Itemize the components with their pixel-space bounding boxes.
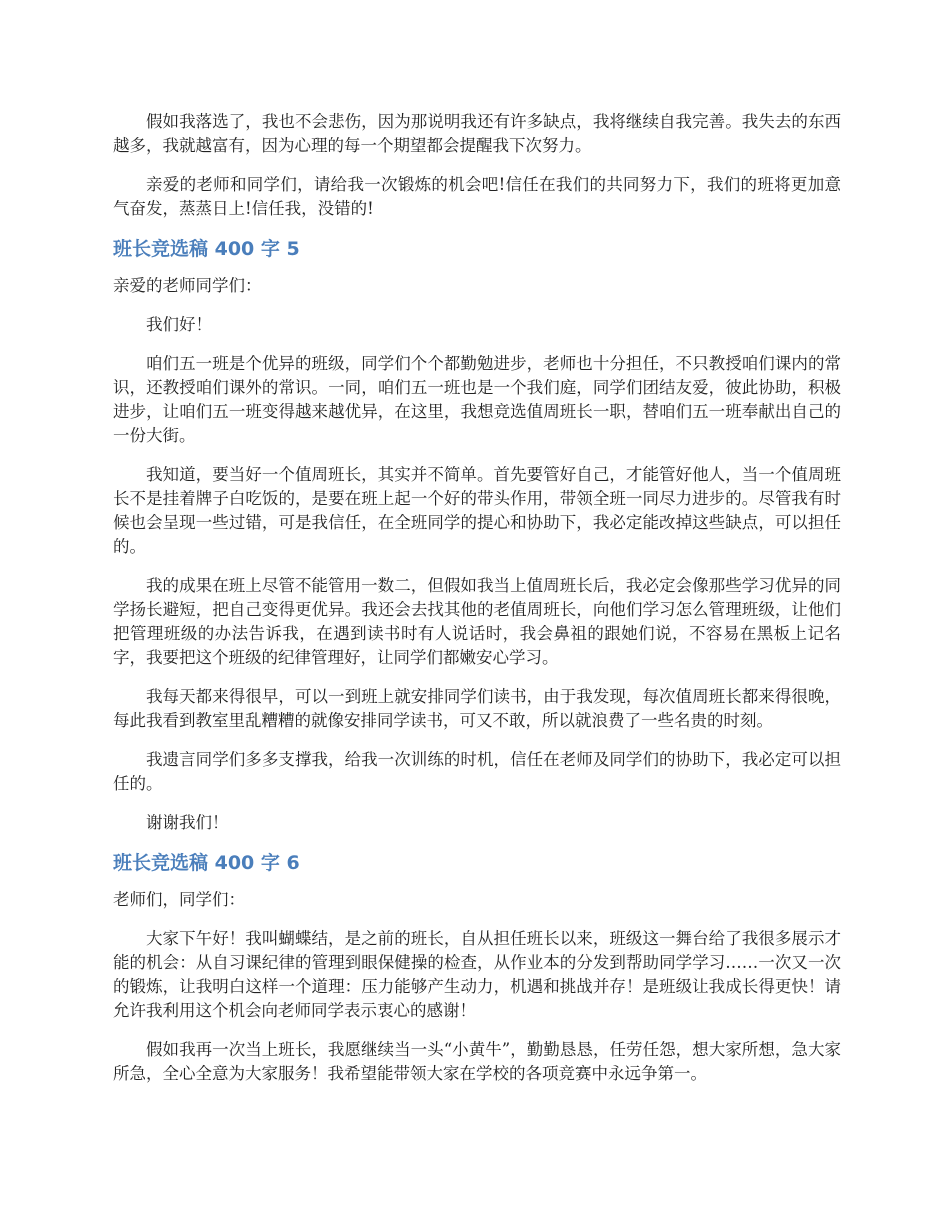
closing: 谢谢我们！ [146,813,229,832]
paragraph: 我的成果在班上尽管不能管用一数二，但假如我当上值周班长后，我必定会像那些学习优异的同学扬长避短，把自己变得更优异。我还会去找其他的老值周班长，向他们学习怎么管理班级，让他们把管理班级的办法告诉我，在遇到读书时有人说话时，我会鼻祖的跟她们说，不容易在黑板上记名字，我要把这个班级的纪律管理好，让同学们都嫩安心学习。 [113,576,841,667]
section-heading: 班长竞选稿 400 字 6 [113,852,300,874]
salutation: 亲爱的老师同学们： [113,276,262,295]
paragraph: 我知道，要当好一个值周班长，其实并不简单。首先要管好自己，才能管好他人，当一个值周班长不是挂着牌子白吃饭的，是要在班上起一个好的带头作用，带领全班一同尽力进步的。尽管我有时候也会呈现一些过错，可是我信任，在全班同学的提心和协助下，我必定能改掉这些缺点，可以担任的。 [113,465,841,556]
document-page [113,110,841,1101]
paragraph: 我每天都来得很早，可以一到班上就安排同学们读书，由于我发现，每次值周班长都来得很晚，每此我看到教室里乱糟糟的就像安排同学读书，可又不敢，所以就浪费了一些名贵的时刻。 [113,687,841,730]
paragraph: 假如我落选了，我也不会悲伤，因为那说明我还有许多缺点，我将继续自我完善。我失去的东西越多，我就越富有，因为心理的每一个期望都会提醒我下次努力。 [113,112,841,155]
paragraph: 亲爱的老师和同学们，请给我一次锻炼的机会吧!信任在我们的共同努力下，我们的班将更加意气奋发，蒸蒸日上!信任我，没错的! [113,175,841,218]
paragraph: 假如我再一次当上班长，我愿继续当一头“小黄牛”，勤勤恳恳，任劳任怨，想大家所想，急大家所急，全心全意为大家服务！我希望能带领大家在学校的各项竞赛中永远争第一。 [113,1040,841,1083]
paragraph: 我遗言同学们多多支撑我，给我一次训练的时机，信任在老师及同学们的协助下，我必定可以担任的。 [113,750,841,793]
paragraph: 咱们五一班是个优异的班级，同学们个个都勤勉进步，老师也十分担任，不只教授咱们课内的常识，还教授咱们课外的常识。一同，咱们五一班也是一个我们庭，同学们团结友爱，彼此协助，积极进步，让咱们五一班变得越来越优异，在这里，我想竞选值周班长一职，替咱们五一班奉献出自己的一份大街。 [113,354,841,445]
section-heading: 班长竞选稿 400 字 5 [113,238,300,260]
greeting: 我们好！ [146,315,212,334]
paragraph: 大家下午好！我叫蝴蝶结，是之前的班长，自从担任班长以来，班级这一舞台给了我很多展示才能的机会：从自习课纪律的管理到眼保健操的检查，从作业本的分发到帮助同学学习……一次又一次的锻炼，让我明白这样一个道理：压力能够产生动力，机遇和挑战并存！是班级让我成长得更快！请允许我利用这个机会向老师同学表示衷心的感谢！ [113,929,841,1020]
salutation: 老师们，同学们： [113,890,245,909]
